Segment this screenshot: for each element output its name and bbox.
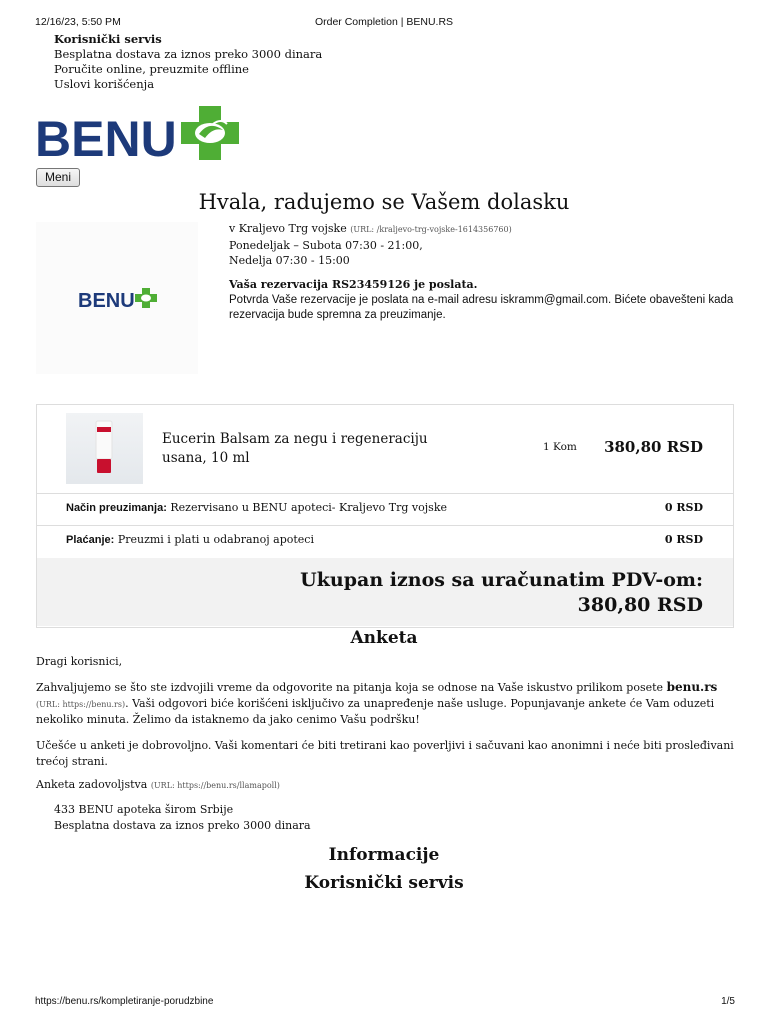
terms-link[interactable]: Uslovi korišćenja	[54, 77, 155, 91]
store-hours-sunday: Nedelja 07:30 - 15:00	[229, 254, 350, 267]
print-url: https://benu.rs/kompletiranje-porudzbine	[35, 996, 214, 1007]
store-hours-weekday: Ponedeljak – Subota 07:30 - 21:00,	[229, 238, 423, 252]
pickup-row	[66, 501, 447, 514]
print-datetime: 12/16/23, 5:50 PM	[35, 16, 121, 28]
store-link[interactable]: Kraljevo Trg vojske	[238, 222, 347, 235]
reservation-heading: Vaša rezervacija RS23459126 je poslata.	[229, 278, 478, 291]
survey-link-url: (URL: https://benu.rs/llamapoll)	[150, 781, 280, 790]
order-total	[200, 568, 703, 618]
payment-label: Plaćanje:	[66, 534, 115, 546]
small-green-cross-icon	[135, 288, 157, 308]
total-label: Ukupan iznos sa uračunatim PDV-om:	[300, 569, 703, 591]
pickup-price: 0 RSD	[664, 501, 703, 514]
survey-p1-after: . Vaši odgovori biće korišćeni isključivo za unapređenje naše usluge. Popunjavanje ankete će Vam oduzeti nekoliko minuta. Želimo da istaknemo da jako cenimo Vašu podršku!	[36, 696, 715, 726]
survey-link-row	[36, 777, 736, 794]
info-heading: Informacije	[328, 845, 440, 865]
print-page-number: 1/5	[721, 996, 735, 1007]
divider	[36, 525, 734, 526]
green-cross-icon	[181, 106, 239, 160]
survey-heading: Anketa	[350, 628, 418, 648]
store-prefix: v	[229, 222, 239, 235]
survey-link[interactable]: Anketa zadovoljstva	[36, 778, 148, 791]
product-quantity: 1 Kom	[543, 441, 577, 453]
reservation-info	[229, 277, 739, 324]
store-url-note: (URL: /kraljevo-trg-vojske-1614356760)	[350, 225, 512, 234]
benu-logo-text: BENU	[35, 111, 177, 160]
print-page-title: Order Completion | BENU.RS	[314, 16, 454, 28]
product-price: 380,80 RSD	[604, 438, 703, 456]
store-image	[36, 222, 198, 374]
menu-button[interactable]: Meni	[36, 168, 80, 187]
product-image	[66, 413, 143, 484]
customer-service-link[interactable]: Korisnički servis	[54, 32, 162, 46]
benu-logo-graphic	[35, 104, 245, 160]
store-logo-text: BENU	[78, 290, 135, 312]
benu-site-url: (URL: https://benu.rs)	[36, 699, 126, 709]
customer-service-heading: Korisnički servis	[304, 873, 464, 893]
page-title: Hvala, radujemo se Vašem dolasku	[198, 190, 570, 214]
survey-p1-before: Zahvaljujemo se što ste izdvojili vreme da odgovorite na pitanja koja se odnose na Vaše iskustvo prilikom posete	[36, 681, 667, 694]
benu-logo[interactable]	[35, 104, 245, 160]
payment-value: Preuzmi i plati u odabranoj apoteci	[117, 533, 314, 546]
store-info	[229, 221, 512, 269]
free-delivery-link[interactable]: Besplatna dostava za iznos preko 3000 dinara	[54, 47, 323, 61]
lip-balm-tube-icon	[66, 413, 143, 484]
survey-paragraph-1	[36, 680, 736, 728]
free-delivery-footer-link[interactable]: Besplatna dostava za iznos preko 3000 dinara	[54, 819, 311, 832]
pickup-label: Način preuzimanja:	[66, 502, 167, 514]
survey-greeting: Dragi korisnici,	[36, 655, 123, 668]
top-links	[54, 32, 322, 92]
divider	[36, 493, 734, 494]
benu-site-link[interactable]: benu.rs	[666, 680, 718, 694]
store-benu-logo	[36, 222, 198, 374]
payment-price: 0 RSD	[664, 533, 703, 546]
payment-row	[66, 533, 314, 546]
footer-links	[54, 802, 311, 834]
product-name[interactable]: Eucerin Balsam za negu i regeneraciju usana, 10 ml	[162, 431, 428, 466]
pickup-value: Rezervisano u BENU apoteci- Kraljevo Trg vojske	[170, 501, 447, 514]
survey-paragraph-2: Učešće u anketi je dobrovoljno. Vaši komentari će biti tretirani kao poverljivi i sačuvani kao anonimni i neće biti prosleđivani trećoj strani.	[36, 739, 734, 768]
total-value: 380,80 RSD	[577, 594, 703, 616]
order-online-link[interactable]: Poručite online, preuzmite offline	[54, 62, 249, 76]
pharmacies-link[interactable]: 433 BENU apoteka širom Srbije	[54, 803, 234, 816]
reservation-message: Potvrda Vaše rezervacije je poslata na e-mail adresu iskramm@gmail.com. Bićete obavešteni kada rezervacija bude spremna za preuzimanje.	[229, 293, 734, 321]
